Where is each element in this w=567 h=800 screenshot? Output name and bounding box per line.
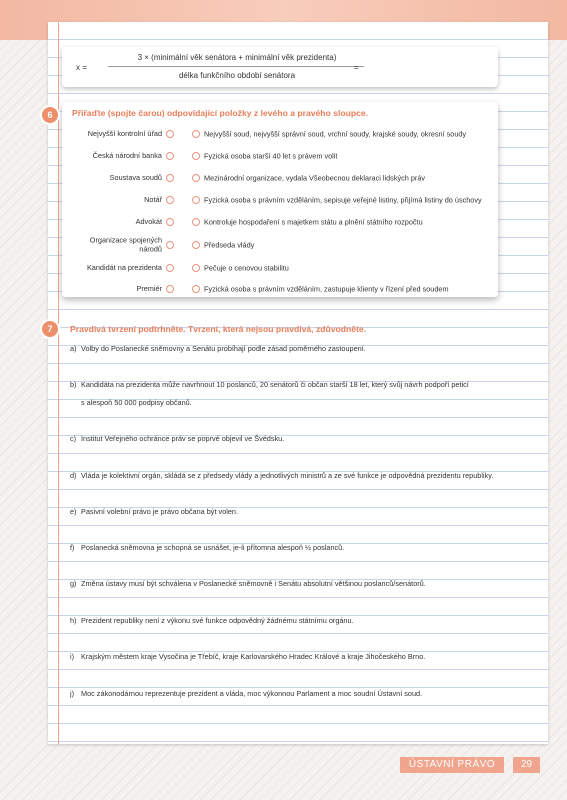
statement-text: Prezident republiky není z výkonu své funkce odpovědný žádnému státnímu orgánu. (81, 616, 354, 625)
match-row (62, 146, 498, 166)
formula-denominator: délka funkčního období senátora (178, 71, 296, 80)
left-connector-dot[interactable] (166, 285, 174, 293)
page-number: 29 (513, 757, 540, 773)
right-connector-dot[interactable] (192, 152, 200, 160)
statement-letter: g) (70, 579, 77, 588)
match-row (62, 168, 498, 188)
right-connector-dot[interactable] (192, 285, 200, 293)
left-connector-dot[interactable] (166, 174, 174, 182)
match-left-item: Kandidát na prezidenta (86, 262, 162, 272)
statement-item[interactable] (70, 543, 344, 552)
match-row (62, 124, 498, 144)
exercise-7-number-badge: 7 (42, 321, 58, 337)
statement-letter: h) (70, 616, 77, 625)
statement-text: Změna ústavy musí být schválena v Poslanecké sněmovně i Senátu absolutní většinou poslanců/senátorů. (81, 579, 426, 588)
statement-text: Vláda je kolektivní orgán, skládá se z předsedy vlády a jednotlivých ministrů a ze své funkce je odpovědná prezidentu republiky. (81, 471, 494, 480)
statement-letter: j) (70, 689, 75, 698)
left-connector-dot[interactable] (166, 130, 174, 138)
formula-lhs: x = (76, 63, 87, 72)
match-left-item: Premiér (136, 283, 162, 293)
fraction-line (108, 66, 364, 67)
right-connector-dot[interactable] (192, 241, 200, 249)
match-right-item: Pečuje o cenovou stabilitu (204, 263, 289, 273)
statement-text: Volby do Poslanecké sněmovny a Senátu probíhají podle zásad poměrného zastoupení. (81, 344, 366, 353)
match-left-item: Nejvyšší kontrolní úřad (87, 128, 162, 138)
match-left-item: Advokát (135, 216, 162, 226)
right-connector-dot[interactable] (192, 218, 200, 226)
statement-item[interactable] (70, 380, 469, 389)
margin-line (58, 22, 59, 744)
match-left-item: Soustava soudů (109, 172, 162, 182)
statement-letter: c) (70, 434, 77, 443)
statement-letter: f) (70, 543, 75, 552)
match-right-item: Fyzická osoba s právním vzděláním, zastupuje klienty v řízení před soudem (204, 284, 449, 294)
left-connector-dot[interactable] (166, 264, 174, 272)
statement-item[interactable] (70, 652, 425, 661)
statement-text: Poslanecká sněmovna je schopná se usnášet, je-li přítomna alespoň ½ poslanců. (81, 543, 345, 552)
match-right-item: Předseda vlády (204, 240, 255, 250)
statement-letter: b) (70, 380, 77, 389)
exercise-7-title: Pravdivá tvrzení podtrhněte. Tvrzení, která nejsou pravdivá, zdůvodněte. (70, 324, 367, 334)
match-right-item: Mezinárodní organizace, vydala Všeobecnou deklaraci lidských práv (204, 173, 426, 183)
match-row (62, 279, 498, 299)
match-right-item: Fyzická osoba s právním vzděláním, sepisuje veřejné listiny, přijímá listiny do úschovy (204, 195, 482, 205)
statement-item[interactable] (70, 344, 366, 353)
statement-item[interactable] (70, 689, 422, 698)
statement-letter: d) (70, 471, 77, 480)
match-left-item: Česká národní banka (92, 150, 162, 160)
statement-item[interactable] (70, 579, 426, 588)
statement-text: s alespoň 50 000 podpisy občanů. (81, 398, 192, 407)
match-right-item: Kontroluje hospodaření s majetkem státu a plnění státního rozpočtu (204, 217, 423, 227)
exercise-6-number-badge: 6 (42, 107, 58, 123)
left-connector-dot[interactable] (166, 196, 174, 204)
statement-item[interactable] (70, 434, 284, 443)
statement-letter: i) (70, 652, 75, 661)
statement-text: Kandidáta na prezidenta může navrhnout 10 poslanců, 20 senátorů či občan starší 18 let, který svůj návrh podpoří peticí (81, 380, 469, 389)
match-left-item: Notář (144, 194, 162, 204)
match-right-item: Nejvyšší soud, nejvyšší správní soud, vrchní soudy, krajské soudy, okresní soudy (204, 129, 467, 139)
match-left-item: Organizace spojených národů (89, 235, 162, 253)
right-connector-dot[interactable] (192, 196, 200, 204)
formula-numerator: 3 × (minimální věk senátora + minimální věk prezidenta) (137, 53, 337, 62)
right-connector-dot[interactable] (192, 130, 200, 138)
statement-letter: e) (70, 507, 77, 516)
statement-text: Institut Veřejného ochránce práv se poprvé objevil ve Švédsku. (81, 434, 285, 443)
right-connector-dot[interactable] (192, 174, 200, 182)
match-right-item: Fyzická osoba starší 40 let s právem volit (204, 151, 338, 161)
exercise-6-title: Přiřaďte (spojte čarou) odpovídající položky z levého a pravého sloupce. (72, 108, 369, 118)
exercise-6-card (47, 102, 498, 297)
formula-equals: = (354, 63, 359, 72)
match-row (62, 190, 498, 210)
left-connector-dot[interactable] (166, 152, 174, 160)
statement-item-continuation[interactable] (70, 398, 192, 407)
left-connector-dot[interactable] (166, 241, 174, 249)
statement-letter: a) (70, 344, 77, 353)
match-row (62, 212, 498, 232)
statement-item[interactable] (70, 616, 354, 625)
section-title-tab: ÚSTAVNÍ PRÁVO (400, 757, 504, 773)
statement-item[interactable] (70, 471, 493, 480)
statement-text: Moc zákonodárnou reprezentuje prezident a vláda, moc výkonnou Parlament a moc soudní Ústavní soud. (81, 689, 423, 698)
statement-item[interactable] (70, 507, 238, 516)
formula-card (62, 47, 498, 87)
statement-text: Krajským městem kraje Vysočina je Třebíč, kraje Karlovarského Hradec Králové a kraje Jihočeského Brno. (81, 652, 426, 661)
left-connector-dot[interactable] (166, 218, 174, 226)
right-connector-dot[interactable] (192, 264, 200, 272)
statement-text: Pasivní volební právo je právo občana být volen. (81, 507, 238, 516)
match-row (62, 258, 498, 278)
match-row (62, 235, 498, 255)
